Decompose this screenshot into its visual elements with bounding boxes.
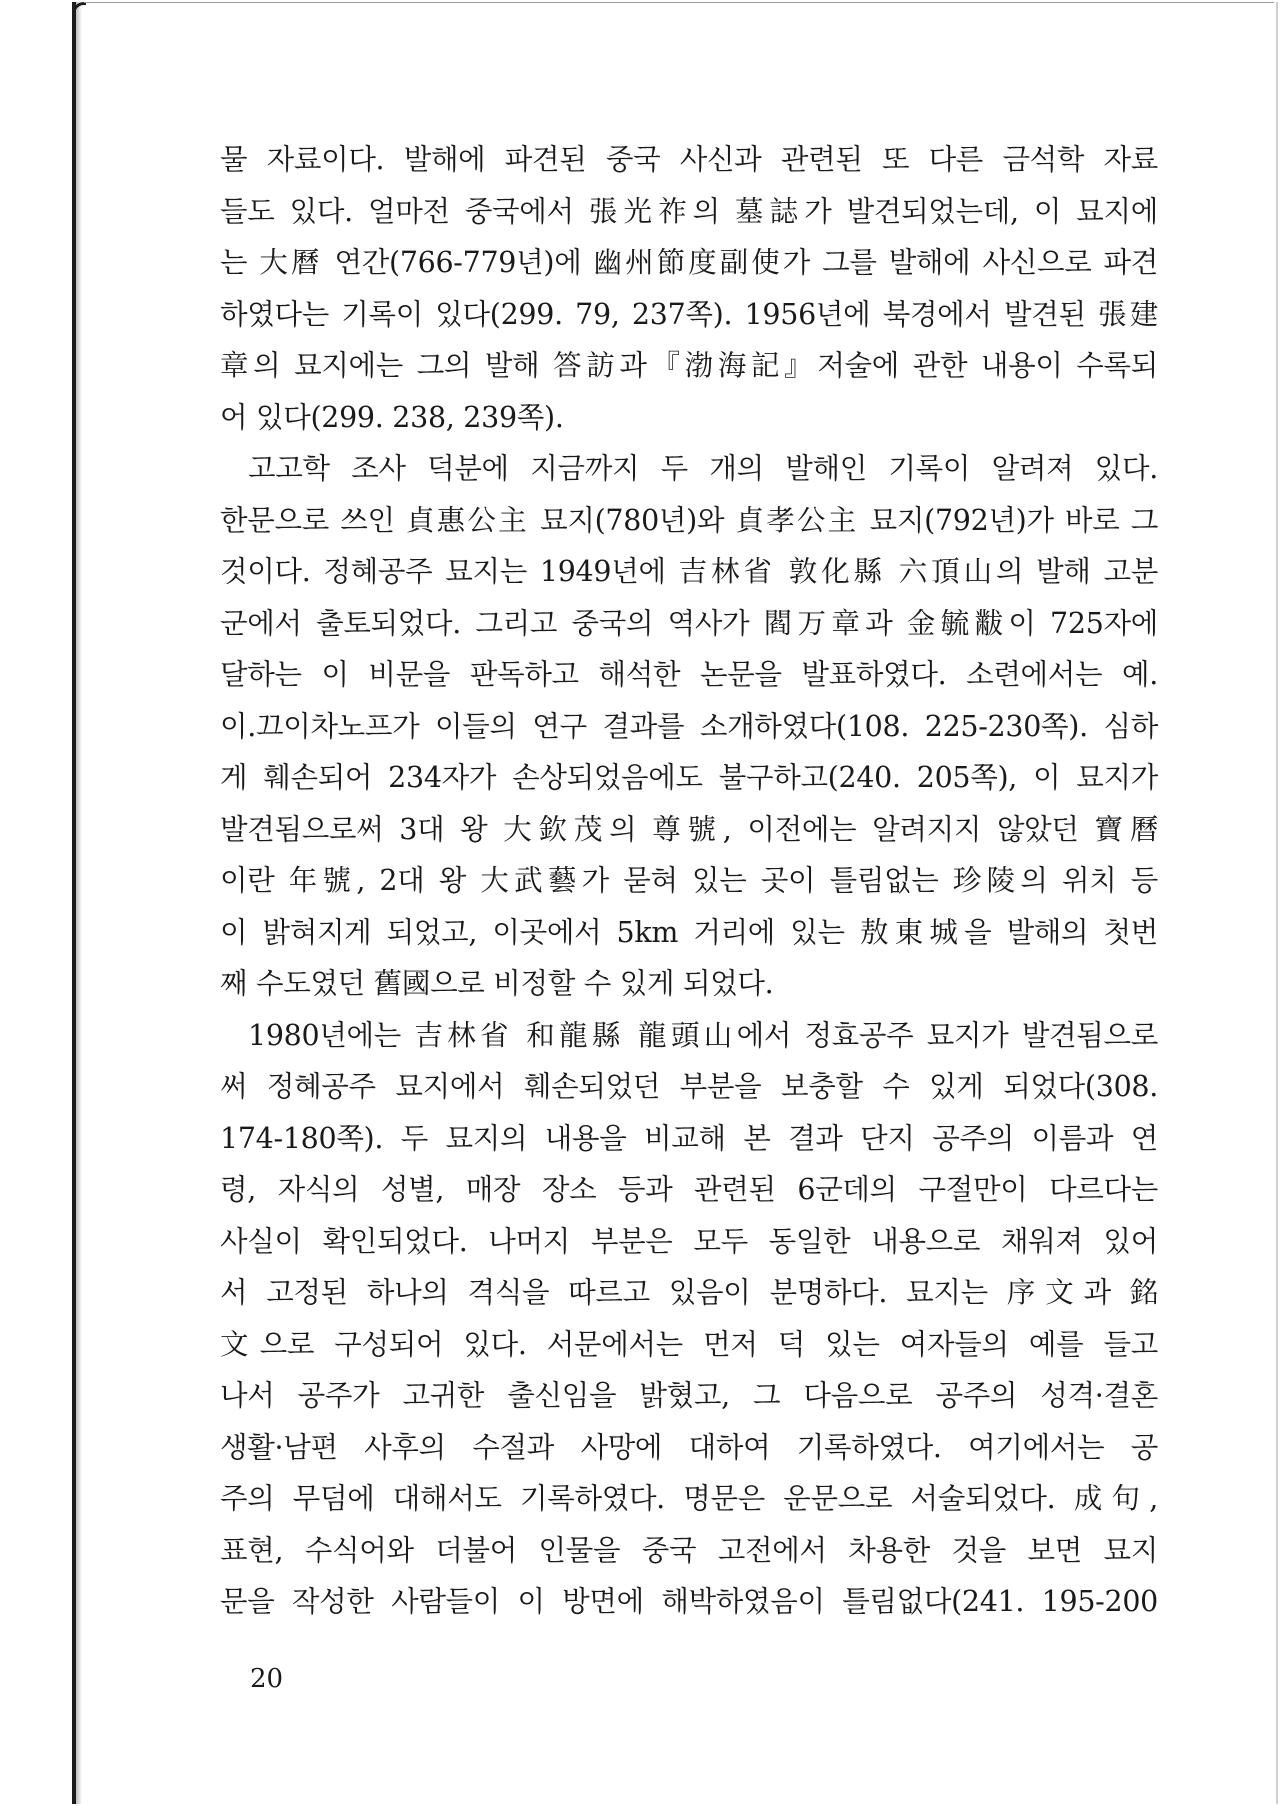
text-line: 174-180쪽). 두 묘지의 내용을 비교해 본 결과 단지 공주의 이름과 연 xyxy=(220,1121,1158,1155)
page-number: 20 xyxy=(250,1664,284,1694)
text-line: 고고학 조사 덕분에 지금까지 두 개의 발해인 기록이 알려져 있다. xyxy=(248,452,1158,485)
text-line: 것이다. 정혜공주 묘지는 1949년에 吉林省 敦化縣 六頂山의 발해 고분 xyxy=(220,555,1158,588)
paragraph xyxy=(220,134,1158,443)
text-line: 하였다는 기록이 있다(299. 79, 237쪽). 1956년에 북경에서 발견된 張建 xyxy=(220,297,1158,331)
text-line: 文으로 구성되어 있다. 서문에서는 먼저 덕 있는 여자들의 예를 들고 xyxy=(220,1327,1158,1361)
text-line: 서 고정된 하나의 격식을 따르고 있음이 분명하다. 묘지는 序文과 銘 xyxy=(220,1276,1158,1309)
paragraph xyxy=(220,1010,1158,1628)
text-line: 물 자료이다. 발해에 파견된 중국 사신과 관련된 또 다른 금석학 자료 xyxy=(220,143,1158,176)
text-line: 주의 무덤에 대해서도 기록하였다. 명문은 운문으로 서술되었다. 成句, xyxy=(220,1482,1158,1515)
text-line: 째 수도였던 舊國으로 비정할 수 있게 되었다. xyxy=(220,967,774,1000)
text-line: 1980년에는 吉林省 和龍縣 龍頭山에서 정효공주 묘지가 발견됨으로 xyxy=(248,1018,1158,1052)
body-text xyxy=(220,134,1158,1628)
text-line: 이.끄이차노프가 이들의 연구 결과를 소개하였다(108. 225-230쪽). 심하 xyxy=(220,709,1158,743)
text-line: 사실이 확인되었다. 나머지 부분은 모두 동일한 내용으로 채워져 있어 xyxy=(220,1224,1158,1258)
text-line: 어 있다(299. 238, 239쪽). xyxy=(220,400,564,434)
text-line: 발견됨으로써 3대 왕 大欽茂의 尊號, 이전에는 알려지지 않았던 寶曆 xyxy=(220,812,1158,846)
page-frame-right-edge xyxy=(1276,2,1278,1804)
text-line: 한문으로 쓰인 貞惠公主 묘지(780년)와 貞孝公主 묘지(792년)가 바로 그 xyxy=(220,503,1158,537)
text-line: 이란 年號, 2대 왕 大武藝가 묻혀 있는 곳이 틀림없는 珍陵의 위치 등 xyxy=(220,864,1158,897)
text-line: 군에서 출토되었다. 그리고 중국의 역사가 閻万章과 金毓黻이 725자에 xyxy=(220,606,1158,640)
text-line: 들도 있다. 얼마전 중국에서 張光祚의 墓誌가 발견되었는데, 이 묘지에 xyxy=(220,194,1158,228)
text-line: 나서 공주가 고귀한 출신임을 밝혔고, 그 다음으로 공주의 성격·결혼 xyxy=(220,1379,1158,1412)
text-line: 문을 작성한 사람들이 이 방면에 해박하였음이 틀림없다(241. 195-200 xyxy=(220,1585,1158,1618)
paragraph xyxy=(220,443,1158,1010)
text-line: 이 밝혀지게 되었고, 이곳에서 5km 거리에 있는 敖東城을 발해의 첫번 xyxy=(220,915,1158,949)
text-line: 써 정혜공주 묘지에서 훼손되었던 부분을 보충할 수 있게 되었다(308. xyxy=(220,1070,1158,1103)
text-line: 달하는 이 비문을 판독하고 해석한 논문을 발표하였다. 소련에서는 예. xyxy=(220,658,1158,691)
text-line: 령, 자식의 성별, 매장 장소 등과 관련된 6군데의 구절만이 다르다는 xyxy=(220,1173,1158,1206)
page-frame-shadow xyxy=(76,2,82,1804)
text-line: 章의 묘지에는 그의 발해 答訪과『渤海記』저술에 관한 내용이 수록되 xyxy=(220,349,1158,382)
text-line: 표현, 수식어와 더불어 인물을 중국 고전에서 차용한 것을 보면 묘지 xyxy=(220,1533,1158,1567)
text-line: 게 훼손되어 234자가 손상되었음에도 불구하고(240. 205쪽), 이 묘지가 xyxy=(220,761,1158,794)
text-line: 생활·남편 사후의 수절과 사망에 대하여 기록하였다. 여기에서는 공 xyxy=(220,1430,1158,1464)
page-frame-top-edge xyxy=(84,2,1274,3)
text-line: 는 大曆 연간(766-779년)에 幽州節度副使가 그를 발해에 사신으로 파견 xyxy=(220,246,1158,279)
